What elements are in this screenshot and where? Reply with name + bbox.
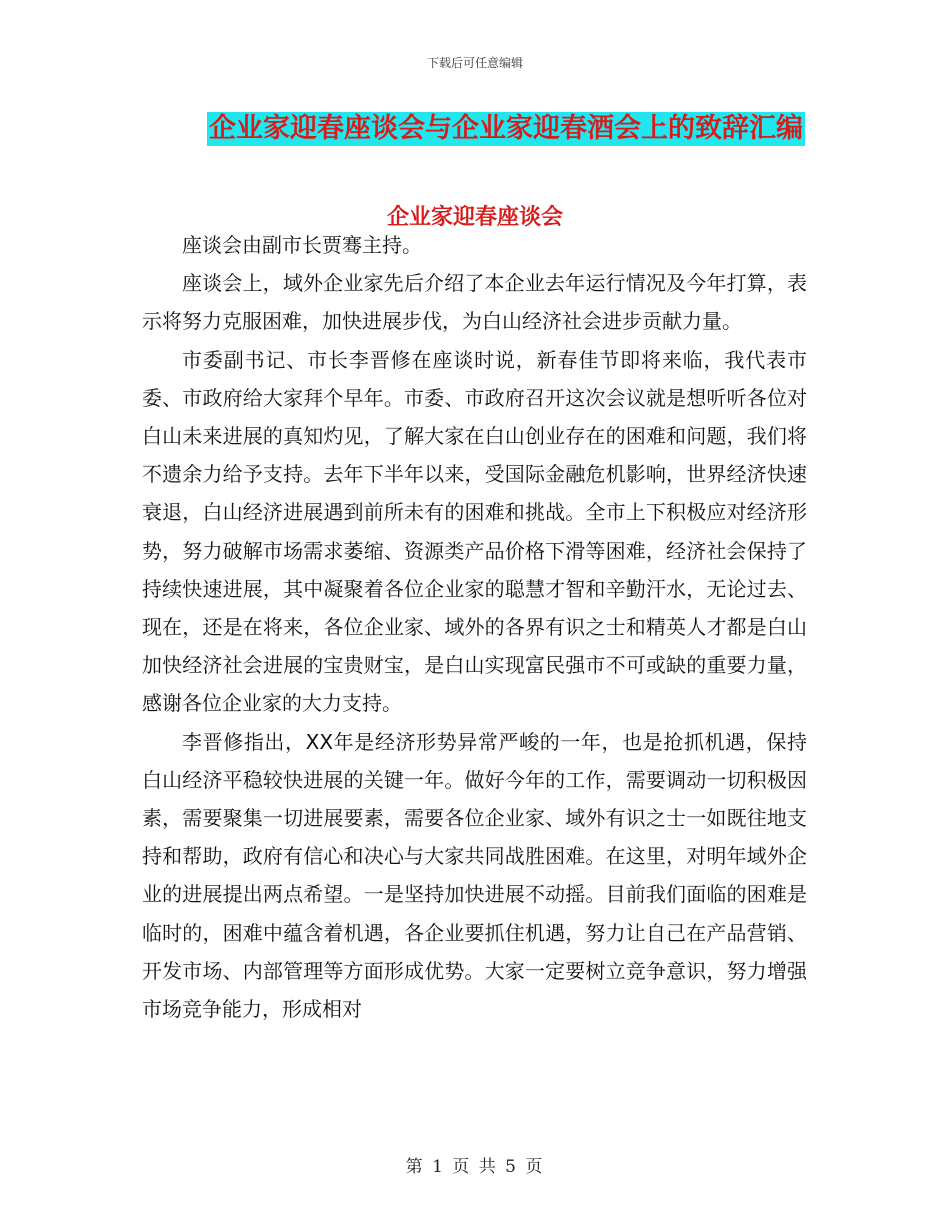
paragraph-2: 座谈会上，域外企业家先后介绍了本企业去年运行情况及今年打算，表示将努力克服困难，加快进展步伐，为白山经济社会进步贡献力量。: [142, 271, 807, 334]
document-title: 企业家迎春座谈会与企业家迎春酒会上的致辞汇编: [209, 113, 803, 144]
paragraph-1: 座谈会由副市长贾骞主持。: [182, 233, 422, 257]
paragraph-3: 市委副书记、市长李晋修在座谈时说，新春佳节即将来临，我代表市委、市政府给大家拜个早年。市委、市政府召开这次会议就是想听听各位对白山未来进展的真知灼见，了解大家在白山创业存在的困难和问题，我们将不遗余力给予支持。去年下半年以来，受国际金融危机影响，世界经济快速衰退，白山经济进展遇到前所未有的困难和挑战。全市上下积极应对经济形势，努力破解市场需求萎缩、资源类产品价格下滑等困难，经济社会保持了持续快速进展，其中凝聚着各位企业家的聪慧才智和辛勤汗水，无论过去、现在，还是在将来，各位企业家、域外的各界有识之士和精英人才都是白山加快经济社会进展的宝贵财宝，是白山实现富民强市不可或缺的重要力量，感谢各位企业家的大力支持。: [142, 347, 807, 716]
page-header-note: 下载后可任意编辑: [426, 56, 523, 70]
section-title: 企业家迎春座谈会: [386, 204, 563, 230]
page-number: 第 1 页 共 5 页: [405, 1157, 545, 1177]
paragraph-4: 李晋修指出，XX年是经济形势异常严峻的一年，也是抢抓机遇，保持白山经济平稳较快进展的关键一年。做好今年的工作，需要调动一切积极因素，需要聚集一切进展要素，需要各位企业家、域外有识之士一如既往地支持和帮助，政府有信心和决心与大家共同战胜困难。在这里，对明年域外企业的进展提出两点希望。一是坚持加快进展不动摇。目前我们面临的困难是临时的，困难中蕴含着机遇，各企业要抓住机遇，努力让自己在产品营销、开发市场、内部管理等方面形成优势。大家一定要树立竞争意识，努力增强市场竞争能力，形成相对: [142, 729, 807, 1022]
document-body: [142, 226, 807, 1028]
